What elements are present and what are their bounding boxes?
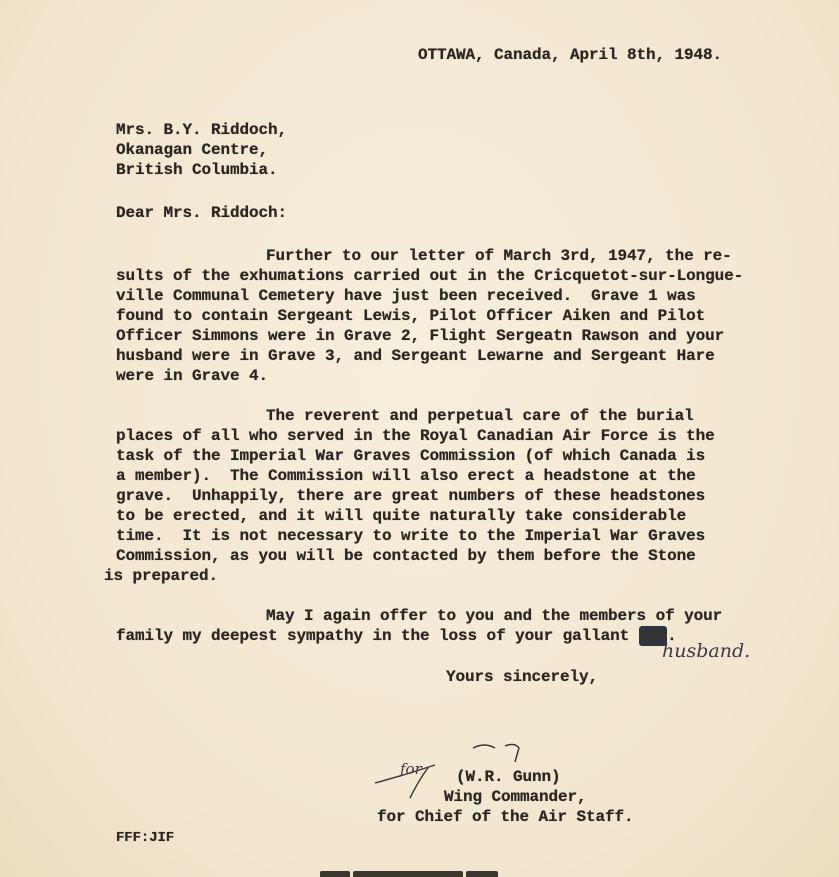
text-line: May I again offer to you and the members of your <box>266 607 723 625</box>
signatory-office: for Chief of the Air Staff. <box>377 808 634 826</box>
text-line: task of the Imperial War Graves Commission (of which Canada is <box>116 447 706 465</box>
dateline: OTTAWA, Canada, April 8th, 1948. <box>418 46 723 64</box>
signatory-name: (W.R. Gunn) <box>456 768 561 786</box>
signature-prefix: for <box>400 760 422 778</box>
signatory-rank: Wing Commander, <box>444 788 587 806</box>
text-line: a member). The Commission will also erect a headstone at the <box>116 467 696 485</box>
handwritten-correction: husband. <box>662 640 751 662</box>
text-line: ville Communal Cemetery have just been received. Grave 1 was <box>116 287 696 305</box>
address-line: British Columbia. <box>116 161 278 179</box>
text-line: The reverent and perpetual care of the burial <box>266 407 694 425</box>
scan-edge-marks <box>320 871 498 877</box>
text-line: places of all who served in the Royal Canadian Air Force is the <box>116 427 715 445</box>
text-line: found to contain Sergeant Lewis, Pilot Officer Aiken and Pilot <box>116 307 706 325</box>
text-line: sults of the exhumations carried out in the Cricquetot-sur-Longue- <box>116 267 744 285</box>
text-line: Commission, as you will be contacted by them before the Stone <box>116 547 696 565</box>
text-line: grave. Unhappily, there are great numbers of these headstones <box>116 487 706 505</box>
text-line: were in Grave 4. <box>116 367 269 385</box>
closing: Yours sincerely, <box>446 668 599 686</box>
text-line: Further to our letter of March 3rd, 1947, the re- <box>266 247 732 265</box>
text-line: to be erected, and it will quite naturally take considerable <box>116 507 687 525</box>
address-line: Mrs. B.Y. Riddoch, <box>116 121 288 139</box>
reference-initials: FFF:JIF <box>116 830 175 846</box>
text-line: Officer Simmons were in Grave 2, Flight Sergeatn Rawson and your <box>116 327 725 345</box>
address-line: Okanagan Centre, <box>116 141 269 159</box>
salutation: Dear Mrs. Riddoch: <box>116 204 288 222</box>
text-segment: family my deepest sympathy in the loss of your gallant <box>116 627 639 645</box>
text-line: is prepared. <box>104 567 219 585</box>
struck-out-word: son <box>638 627 668 645</box>
text-line <box>116 626 677 646</box>
period: . <box>667 627 677 645</box>
text-line: husband were in Grave 3, and Sergeant Lewarne and Sergeant Hare <box>116 347 715 365</box>
text-line: time. It is not necessary to write to the Imperial War Graves <box>116 527 706 545</box>
